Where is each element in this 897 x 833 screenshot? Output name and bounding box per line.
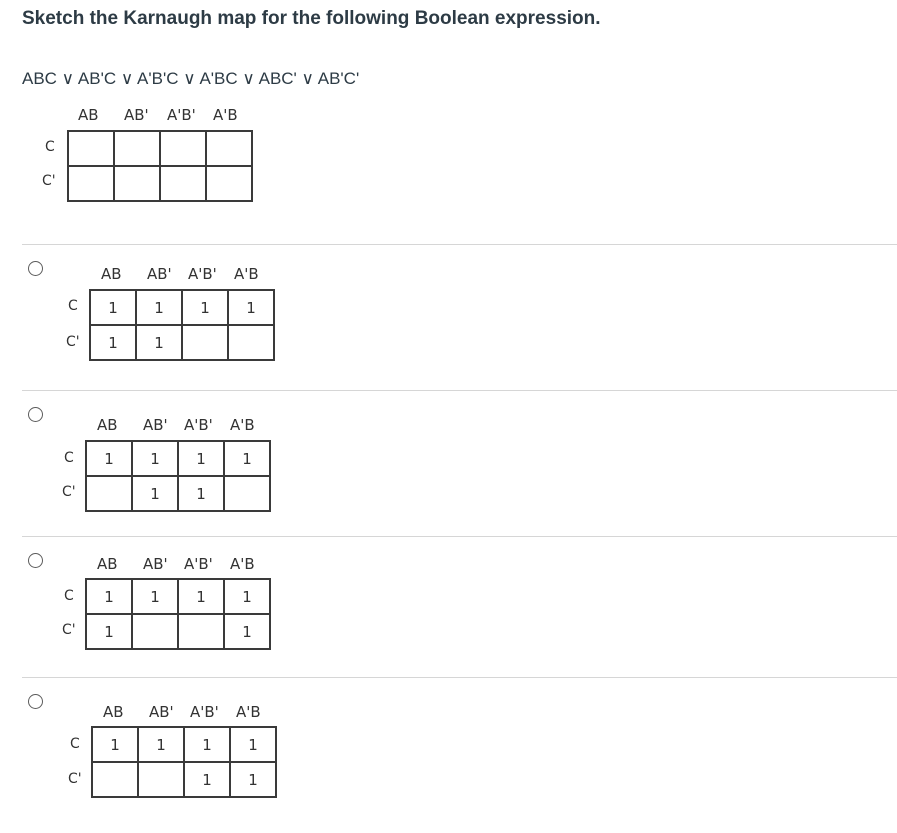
kmap-col-header: A'B' <box>184 555 213 573</box>
kmap-cell <box>132 614 178 649</box>
kmap-col-header: A'B <box>230 555 255 573</box>
kmap-col-header: A'B' <box>190 703 219 721</box>
kmap-cell <box>160 166 206 201</box>
kmap-cell: 1 <box>230 727 276 762</box>
kmap-col-header: AB <box>103 703 124 721</box>
kmap-grid <box>91 726 277 798</box>
kmap-col-header: A'B' <box>184 416 213 434</box>
kmap-col-header: AB <box>101 265 122 283</box>
radio-button[interactable] <box>28 553 43 568</box>
kmap-row-header: C' <box>68 771 82 787</box>
kmap-cell <box>224 476 270 511</box>
kmap-row-header: C' <box>66 334 80 350</box>
kmap-cell <box>228 325 274 360</box>
kmap-row <box>90 290 274 325</box>
kmap-cell: 1 <box>132 579 178 614</box>
kmap-cell <box>68 131 114 166</box>
kmap-row-header: C <box>45 139 55 155</box>
kmap-cell: 1 <box>132 476 178 511</box>
radio-button[interactable] <box>28 694 43 709</box>
kmap-cell: 1 <box>136 325 182 360</box>
kmap-row <box>90 325 274 360</box>
kmap-cell: 1 <box>132 441 178 476</box>
kmap-cell: 1 <box>86 579 132 614</box>
kmap-cell: 1 <box>178 579 224 614</box>
divider <box>22 677 897 678</box>
kmap-cell <box>178 614 224 649</box>
kmap-grid <box>89 289 275 361</box>
kmap-col-header: AB' <box>143 555 168 573</box>
kmap-col-header: AB <box>97 555 118 573</box>
kmap-col-header: AB' <box>124 106 149 124</box>
kmap-cell <box>138 762 184 797</box>
kmap-cell: 1 <box>86 441 132 476</box>
kmap-cell <box>182 325 228 360</box>
radio-button[interactable] <box>28 407 43 422</box>
kmap-col-header: AB' <box>147 265 172 283</box>
divider <box>22 244 897 245</box>
kmap-row <box>86 441 270 476</box>
kmap-col-header: A'B <box>234 265 259 283</box>
kmap-row <box>86 614 270 649</box>
kmap-cell <box>160 131 206 166</box>
kmap-grid <box>67 130 253 202</box>
kmap-cell: 1 <box>92 727 138 762</box>
kmap-row-header: C <box>68 298 78 314</box>
kmap-col-header: AB <box>78 106 99 124</box>
radio-button[interactable] <box>28 261 43 276</box>
kmap-col-header: AB' <box>149 703 174 721</box>
kmap-cell <box>206 166 252 201</box>
kmap-row <box>86 579 270 614</box>
kmap-grid <box>85 578 271 650</box>
kmap-col-header: AB <box>97 416 118 434</box>
kmap-row <box>68 166 252 201</box>
kmap-cell <box>206 131 252 166</box>
kmap-col-header: A'B' <box>188 265 217 283</box>
kmap-cell <box>92 762 138 797</box>
kmap-cell: 1 <box>136 290 182 325</box>
kmap-row <box>68 131 252 166</box>
kmap-cell: 1 <box>224 441 270 476</box>
kmap-cell <box>114 166 160 201</box>
kmap-cell: 1 <box>178 476 224 511</box>
kmap-cell <box>68 166 114 201</box>
kmap-cell: 1 <box>184 727 230 762</box>
kmap-cell: 1 <box>138 727 184 762</box>
kmap-row <box>92 727 276 762</box>
kmap-row-header: C' <box>62 484 76 500</box>
kmap-row-header: C' <box>42 173 56 189</box>
kmap-row <box>86 476 270 511</box>
kmap-cell: 1 <box>90 290 136 325</box>
kmap-cell: 1 <box>224 614 270 649</box>
divider <box>22 390 897 391</box>
kmap-grid <box>85 440 271 512</box>
question-title: Sketch the Karnaugh map for the following Boolean expression. <box>22 8 601 29</box>
kmap-row-header: C' <box>62 622 76 638</box>
kmap-row-header: C <box>64 450 74 466</box>
kmap-cell <box>114 131 160 166</box>
kmap-cell: 1 <box>224 579 270 614</box>
boolean-expression: ABC ∨ AB'C ∨ A'B'C ∨ A'BC ∨ ABC' ∨ AB'C' <box>22 69 360 88</box>
kmap-col-header: A'B <box>230 416 255 434</box>
kmap-cell: 1 <box>86 614 132 649</box>
kmap-cell: 1 <box>230 762 276 797</box>
kmap-cell: 1 <box>228 290 274 325</box>
kmap-row-header: C <box>70 736 80 752</box>
kmap-col-header: A'B <box>236 703 261 721</box>
kmap-cell: 1 <box>184 762 230 797</box>
kmap-cell <box>86 476 132 511</box>
divider <box>22 536 897 537</box>
kmap-row-header: C <box>64 588 74 604</box>
kmap-cell: 1 <box>182 290 228 325</box>
kmap-col-header: AB' <box>143 416 168 434</box>
kmap-col-header: A'B <box>213 106 238 124</box>
kmap-cell: 1 <box>178 441 224 476</box>
kmap-col-header: A'B' <box>167 106 196 124</box>
kmap-cell: 1 <box>90 325 136 360</box>
kmap-row <box>92 762 276 797</box>
